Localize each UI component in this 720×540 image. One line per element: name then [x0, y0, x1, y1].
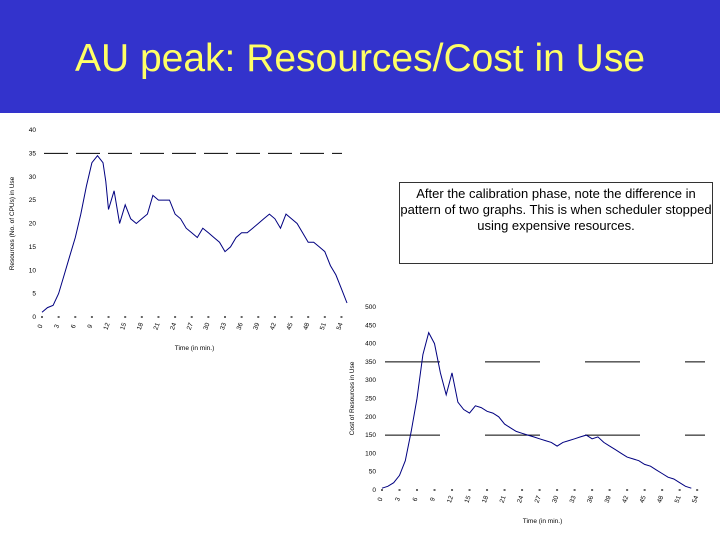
x-axis-label: Time (in min.) — [522, 518, 563, 525]
x-tick-label: 21 — [498, 494, 508, 505]
y-tick-label: 0 — [32, 314, 36, 321]
x-tick-label: 51 — [318, 321, 328, 332]
y-tick-label: 10 — [28, 267, 36, 275]
x-tick-label: 48 — [656, 494, 666, 505]
x-tick-label: 18 — [135, 321, 145, 332]
x-tick-label: 15 — [119, 321, 129, 332]
annotation-note: After the calibration phase, note the difference in pattern of two graphs. This is when scheduler stopped using expensive resources. — [399, 182, 713, 264]
x-tick-label: 12 — [446, 494, 456, 505]
y-tick-label: 35 — [28, 150, 36, 158]
x-tick-label: 39 — [603, 494, 613, 505]
x-tick-label: 27 — [185, 321, 195, 332]
y-tick-label: 450 — [365, 322, 376, 330]
x-tick-label: 24 — [516, 494, 526, 505]
y-tick-label: 250 — [365, 395, 376, 403]
x-tick-label: 0 — [376, 496, 385, 503]
x-tick-label: 45 — [638, 494, 648, 505]
y-tick-label: 200 — [365, 413, 376, 421]
x-tick-label: 54 — [335, 321, 345, 332]
x-tick-label: 45 — [285, 321, 295, 332]
series-line — [382, 333, 691, 489]
x-tick-label: 0 — [36, 323, 45, 330]
y-tick-label: 40 — [28, 127, 36, 134]
x-tick-label: 18 — [481, 494, 491, 505]
x-tick-label: 6 — [69, 323, 78, 330]
x-tick-label: 33 — [568, 494, 578, 505]
x-axis-label: Time (in min.) — [174, 345, 215, 352]
y-tick-label: 300 — [365, 377, 376, 385]
y-axis-label: Cost of Resources in Use — [349, 361, 356, 436]
x-tick-label: 36 — [586, 494, 596, 505]
x-tick-label: 9 — [86, 323, 95, 330]
y-tick-label: 500 — [365, 304, 376, 311]
x-tick-label: 51 — [673, 494, 683, 505]
x-tick-label: 33 — [219, 321, 229, 332]
x-tick-label: 30 — [551, 494, 561, 505]
y-tick-label: 5 — [32, 290, 36, 298]
x-tick-label: 27 — [533, 494, 543, 505]
y-tick-label: 0 — [372, 487, 376, 494]
x-tick-label: 54 — [691, 494, 701, 505]
x-tick-label: 24 — [169, 321, 179, 332]
y-tick-label: 30 — [28, 173, 36, 181]
x-tick-label: 15 — [463, 494, 473, 505]
x-tick-label: 6 — [411, 496, 420, 503]
x-tick-label: 3 — [53, 323, 62, 330]
slide-title: AU peak: Resources/Cost in Use — [74, 37, 646, 80]
x-tick-label: 21 — [152, 321, 162, 332]
y-tick-label: 50 — [368, 468, 376, 476]
y-axis-label: Resources (No. of CPUs) in Use — [9, 176, 16, 271]
y-tick-label: 25 — [28, 197, 36, 205]
y-tick-label: 20 — [28, 220, 36, 228]
x-tick-label: 12 — [102, 321, 112, 332]
y-tick-label: 150 — [365, 432, 376, 440]
x-tick-label: 3 — [394, 496, 403, 503]
x-tick-label: 30 — [202, 321, 212, 332]
x-tick-label: 42 — [621, 494, 631, 505]
x-tick-label: 36 — [235, 321, 245, 332]
y-tick-label: 100 — [365, 450, 376, 458]
y-tick-label: 15 — [28, 243, 36, 251]
x-tick-label: 9 — [429, 496, 438, 503]
x-tick-label: 39 — [252, 321, 262, 332]
y-tick-label: 350 — [365, 358, 376, 366]
y-tick-label: 400 — [365, 340, 376, 348]
x-tick-label: 48 — [302, 321, 312, 332]
x-tick-label: 42 — [268, 321, 279, 332]
